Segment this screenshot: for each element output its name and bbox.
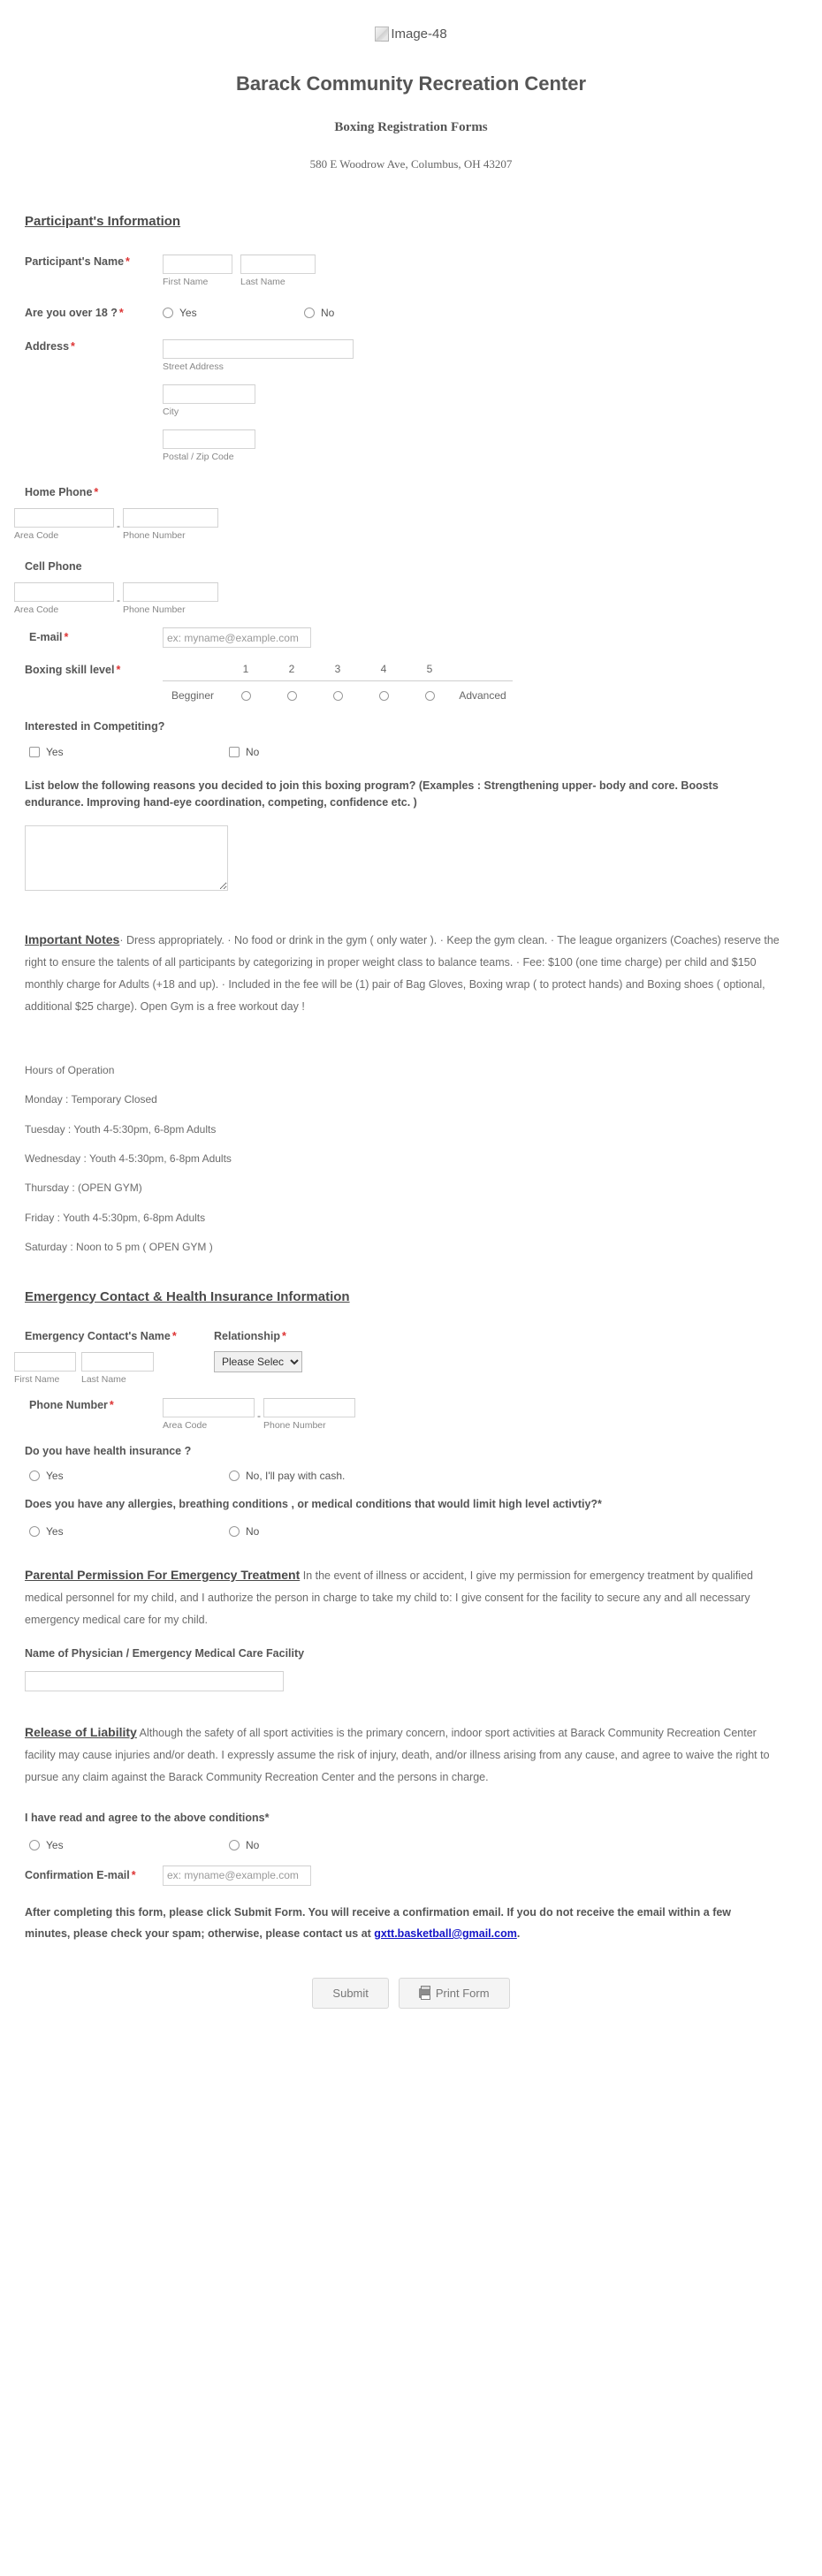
- agree-yes-label: Yes: [46, 1838, 64, 1851]
- emergency-name-label: Emergency Contact's Name *: [25, 1329, 177, 1342]
- field-over-18: [25, 306, 797, 321]
- competing-label: Interested in Competiting?: [25, 720, 165, 733]
- participant-first-name-input[interactable]: [163, 255, 232, 274]
- radio-circle-icon[interactable]: [425, 691, 435, 701]
- submit-button-label: Submit: [332, 1987, 369, 2001]
- relationship-label: Relationship *: [214, 1329, 286, 1342]
- physician-label: Name of Physician / Emergency Medical Care Facility: [25, 1646, 305, 1660]
- required-marker: *: [282, 1329, 286, 1342]
- relationship-select[interactable]: [214, 1351, 302, 1372]
- insurance-yes-label: Yes: [46, 1470, 64, 1483]
- radio-circle-icon[interactable]: [333, 691, 343, 701]
- field-relationship: [214, 1329, 302, 1386]
- address-line: 580 E Woodrow Ave, Columbus, OH 43207: [309, 157, 513, 171]
- participant-last-name-sublabel: Last Name: [240, 277, 285, 287]
- emergency-phone-label: Phone Number *: [29, 1399, 114, 1412]
- emergency-phone-area-sublabel: Area Code: [163, 1420, 208, 1432]
- home-phone-label: Home Phone *: [25, 486, 99, 499]
- hours-of-operation-block: [25, 1064, 797, 1254]
- participant-last-name-input[interactable]: [240, 255, 316, 274]
- competing-yes-label: Yes: [46, 746, 64, 759]
- field-boxing-skill-level: [25, 663, 797, 702]
- important-notes-body: · Dress appropriately. · No food or drink in the gym ( only water ). · Keep the gym clean. · The league organizers (Coaches) reserve the right to ensure the talents of all participants by categorizing in proper weight class to balance teams. · Fee: $100 (one time charge) per child and $150 monthly charge for Adults (+18 and up). · Included in the fee will be (1) pair of Bag Gloves, Boxing wrap ( to protect hands) and Boxing shoes ( optional, additional $25 charge). Open Gym is a free workout day !: [25, 933, 780, 1013]
- email-label: E-mail *: [29, 631, 69, 644]
- liability-paragraph: [25, 1720, 785, 1789]
- emergency-section-heading: Emergency Contact & Health Insurance Information: [25, 1288, 350, 1304]
- skill-number: 1: [242, 663, 249, 676]
- field-health-insurance: [25, 1444, 797, 1483]
- agree-yes-option[interactable]: [29, 1839, 229, 1851]
- skill-radio-row: [163, 689, 513, 702]
- over-18-no-option[interactable]: [304, 307, 334, 319]
- emergency-phone-number-sublabel: Phone Number: [263, 1420, 326, 1432]
- street-address-input[interactable]: [163, 339, 354, 359]
- participant-information-section: [0, 171, 822, 2044]
- address-label: Address *: [25, 340, 75, 353]
- checkbox-icon[interactable]: [29, 747, 40, 757]
- submit-button[interactable]: [312, 1978, 388, 2009]
- radio-circle-icon[interactable]: [229, 1470, 240, 1481]
- skill-radio-5[interactable]: [407, 691, 453, 701]
- footer-note-block: [25, 1902, 797, 1945]
- contact-email-link[interactable]: gxtt.basketball@gmail.com: [374, 1926, 517, 1940]
- phone-dash-separator: -: [257, 1410, 261, 1423]
- field-emergency-phone: [25, 1398, 797, 1432]
- emergency-contact-section: [14, 1288, 797, 1538]
- skill-scale-numbers: [163, 663, 513, 675]
- zip-input[interactable]: [163, 429, 255, 449]
- insurance-no-label: No, I'll pay with cash.: [246, 1470, 346, 1483]
- emergency-phone-area-input[interactable]: [163, 1398, 255, 1417]
- field-interested-competing: [25, 719, 797, 758]
- parental-permission-paragraph: [25, 1562, 780, 1631]
- field-home-phone: [14, 485, 797, 542]
- parental-permission-body: In the event of illness or accident, I give my permission for emergency treatment by qualified medical personnel for my child, and I authorize the person in charge to take my child to: I give consent for the facility to secure any and all necessary emergency medical care for my child.: [25, 1569, 753, 1626]
- required-marker: *: [94, 486, 99, 499]
- cell-phone-number-sublabel: Phone Number: [123, 604, 186, 615]
- radio-circle-icon[interactable]: [229, 1526, 240, 1537]
- cell-phone-area-sublabel: Area Code: [14, 604, 59, 615]
- page-header: [0, 0, 822, 171]
- radio-circle-icon[interactable]: [379, 691, 389, 701]
- hours-title: Hours of Operation: [25, 1063, 115, 1076]
- field-email: [25, 627, 797, 648]
- participant-section-heading: Participant's Information: [25, 214, 181, 229]
- over-18-yes-option[interactable]: [163, 307, 304, 319]
- checkbox-icon[interactable]: [229, 747, 240, 757]
- home-phone-number-input[interactable]: [123, 508, 218, 528]
- required-marker: *: [71, 340, 75, 353]
- insurance-yes-option[interactable]: [29, 1470, 229, 1482]
- field-emergency-contact-name: [14, 1329, 193, 1386]
- hours-line: Friday : Youth 4-5:30pm, 6-8pm Adults: [25, 1211, 206, 1224]
- important-notes-block: [25, 927, 797, 1018]
- allergies-no-option[interactable]: [229, 1525, 259, 1538]
- required-marker: *: [131, 1868, 136, 1881]
- cell-phone-number-input[interactable]: [123, 582, 218, 602]
- required-marker: *: [116, 664, 121, 677]
- skill-number: 3: [334, 663, 341, 676]
- parental-permission-heading: Parental Permission For Emergency Treatment: [25, 1567, 301, 1582]
- hours-line: Saturday : Noon to 5 pm ( OPEN GYM ): [25, 1241, 213, 1254]
- skill-radio-3[interactable]: [315, 691, 361, 701]
- radio-circle-icon[interactable]: [287, 691, 297, 701]
- skill-number: 4: [380, 663, 387, 676]
- cell-phone-label: Cell Phone: [25, 559, 82, 573]
- field-confirmation-email: [25, 1866, 797, 1886]
- field-allergies: [25, 1496, 797, 1537]
- footer-note-text-1: After completing this form, please click Submit Form. You will receive a confirmation email. If you do not receive the email within a few minutes, please check your spam; otherwise, please contact us at: [25, 1905, 732, 1940]
- join-reasons-label: List below the following reasons you decided to join this boxing program? (Examples : Strengthening upper- body and core. Boosts endurance. Improving hand-eye coordination, competing, confidence etc. ): [25, 779, 719, 809]
- phone-dash-separator: -: [117, 520, 120, 533]
- required-marker: *: [264, 1812, 270, 1825]
- boxing-skill-label: Boxing skill level *: [25, 664, 121, 677]
- emergency-first-name-input[interactable]: [14, 1352, 76, 1372]
- confirmation-email-label: Confirmation E-mail *: [25, 1868, 136, 1881]
- liability-body: Although the safety of all sport activities is the primary concern, indoor sport activities at Barack Community Recreation Center facility may cause injuries and/or death. I expressly assume the risk of injury, death, and/or illness arising from any cause, and agree to waive the right to pursue any claim against the Barack Community Recreation Center and the persons in charge.: [25, 1727, 770, 1784]
- required-marker: *: [109, 1399, 114, 1412]
- footer-note-paragraph: [25, 1902, 776, 1945]
- field-physician: [25, 1645, 797, 1691]
- participant-name-label: Participant's Name *: [25, 255, 130, 268]
- cell-phone-area-input[interactable]: [14, 582, 114, 602]
- radio-circle-icon[interactable]: [163, 308, 173, 318]
- allergies-yes-option[interactable]: [29, 1525, 229, 1538]
- form-subtitle: Boxing Registration Forms: [334, 120, 488, 134]
- field-cell-phone: [14, 559, 797, 615]
- parental-permission-section: [25, 1562, 797, 1691]
- important-notes-heading: Important Notes: [25, 931, 120, 946]
- home-phone-number-sublabel: Phone Number: [123, 530, 186, 542]
- print-form-button[interactable]: [399, 1978, 510, 2009]
- footer-note-text-2: .: [516, 1926, 521, 1940]
- street-address-sublabel: Street Address: [163, 361, 224, 373]
- city-sublabel: City: [163, 407, 179, 418]
- radio-circle-icon[interactable]: [29, 1840, 40, 1850]
- hours-line: Wednesday : Youth 4-5:30pm, 6-8pm Adults: [25, 1151, 232, 1165]
- important-notes-paragraph: [25, 927, 794, 1018]
- agree-no-label: No: [246, 1838, 260, 1851]
- image-alt-text: Image-48: [391, 27, 447, 42]
- emergency-first-name-sublabel: First Name: [14, 1374, 60, 1386]
- city-input[interactable]: [163, 384, 255, 404]
- form-actions: [25, 1978, 797, 2009]
- hours-line: Tuesday : Youth 4-5:30pm, 6-8pm Adults: [25, 1122, 217, 1136]
- skill-radio-2[interactable]: [269, 691, 315, 701]
- agree-no-option[interactable]: [229, 1839, 259, 1851]
- field-address: [25, 339, 797, 462]
- skill-high-label: Advanced: [459, 689, 506, 703]
- radio-circle-icon[interactable]: [29, 1470, 40, 1481]
- competing-no-option[interactable]: [229, 746, 259, 758]
- home-phone-area-sublabel: Area Code: [14, 530, 59, 542]
- required-marker: *: [118, 306, 124, 319]
- home-phone-area-input[interactable]: [14, 508, 114, 528]
- skill-divider: [163, 680, 513, 681]
- hours-line: Thursday : (OPEN GYM): [25, 1182, 142, 1195]
- printer-icon: [419, 1988, 430, 1998]
- print-form-button-label: Print Form: [435, 1987, 490, 2001]
- field-agree-conditions: [25, 1810, 797, 1850]
- hours-line: Monday : Temporary Closed: [25, 1093, 157, 1106]
- field-join-reasons: [25, 778, 797, 895]
- required-marker: *: [171, 1329, 177, 1342]
- participant-first-name-sublabel: First Name: [163, 277, 209, 287]
- broken-image-icon: [375, 27, 389, 42]
- radio-circle-icon[interactable]: [241, 691, 251, 701]
- radio-circle-icon[interactable]: [229, 1840, 240, 1850]
- radio-circle-icon[interactable]: [29, 1526, 40, 1537]
- confirmation-email-input[interactable]: [163, 1866, 311, 1886]
- skill-number: 2: [288, 663, 295, 676]
- allergies-yes-label: Yes: [46, 1524, 64, 1538]
- emergency-last-name-sublabel: Last Name: [81, 1374, 126, 1386]
- insurance-no-option[interactable]: [229, 1470, 345, 1482]
- over-18-label: Are you over 18 ? *: [25, 306, 124, 319]
- page-title: Barack Community Recreation Center: [235, 72, 587, 95]
- broken-image-placeholder: [375, 27, 446, 42]
- radio-circle-icon[interactable]: [304, 308, 315, 318]
- zip-sublabel: Postal / Zip Code: [163, 451, 234, 462]
- over-18-no-label: No: [321, 307, 335, 320]
- health-insurance-label: Do you have health insurance ?: [25, 1444, 192, 1457]
- email-input[interactable]: [163, 627, 311, 648]
- allergies-label: Does you have any allergies, breathing conditions , or medical conditions that would limit high level activtiy?*: [25, 1498, 602, 1511]
- allergies-no-label: No: [246, 1524, 260, 1538]
- release-of-liability-section: [25, 1720, 797, 1885]
- agree-label: I have read and agree to the above conditions*: [25, 1812, 270, 1825]
- over-18-yes-label: Yes: [179, 307, 197, 320]
- competing-no-label: No: [246, 746, 260, 759]
- phone-dash-separator: -: [117, 593, 120, 606]
- emergency-last-name-input[interactable]: [81, 1352, 154, 1372]
- skill-matrix: [163, 663, 513, 702]
- emergency-phone-number-input[interactable]: [263, 1398, 355, 1417]
- physician-input[interactable]: [25, 1671, 284, 1691]
- skill-radio-4[interactable]: [361, 691, 407, 701]
- required-marker: *: [126, 255, 130, 268]
- liability-heading: Release of Liability: [25, 1725, 137, 1740]
- skill-number: 5: [426, 663, 433, 676]
- join-reasons-textarea[interactable]: [25, 825, 228, 891]
- skill-radio-1[interactable]: [223, 691, 269, 701]
- required-marker: *: [64, 631, 69, 644]
- skill-low-label: Begginer: [171, 689, 215, 703]
- competing-yes-option[interactable]: [29, 746, 229, 758]
- required-marker: *: [597, 1498, 602, 1511]
- field-participant-name: [25, 255, 797, 288]
